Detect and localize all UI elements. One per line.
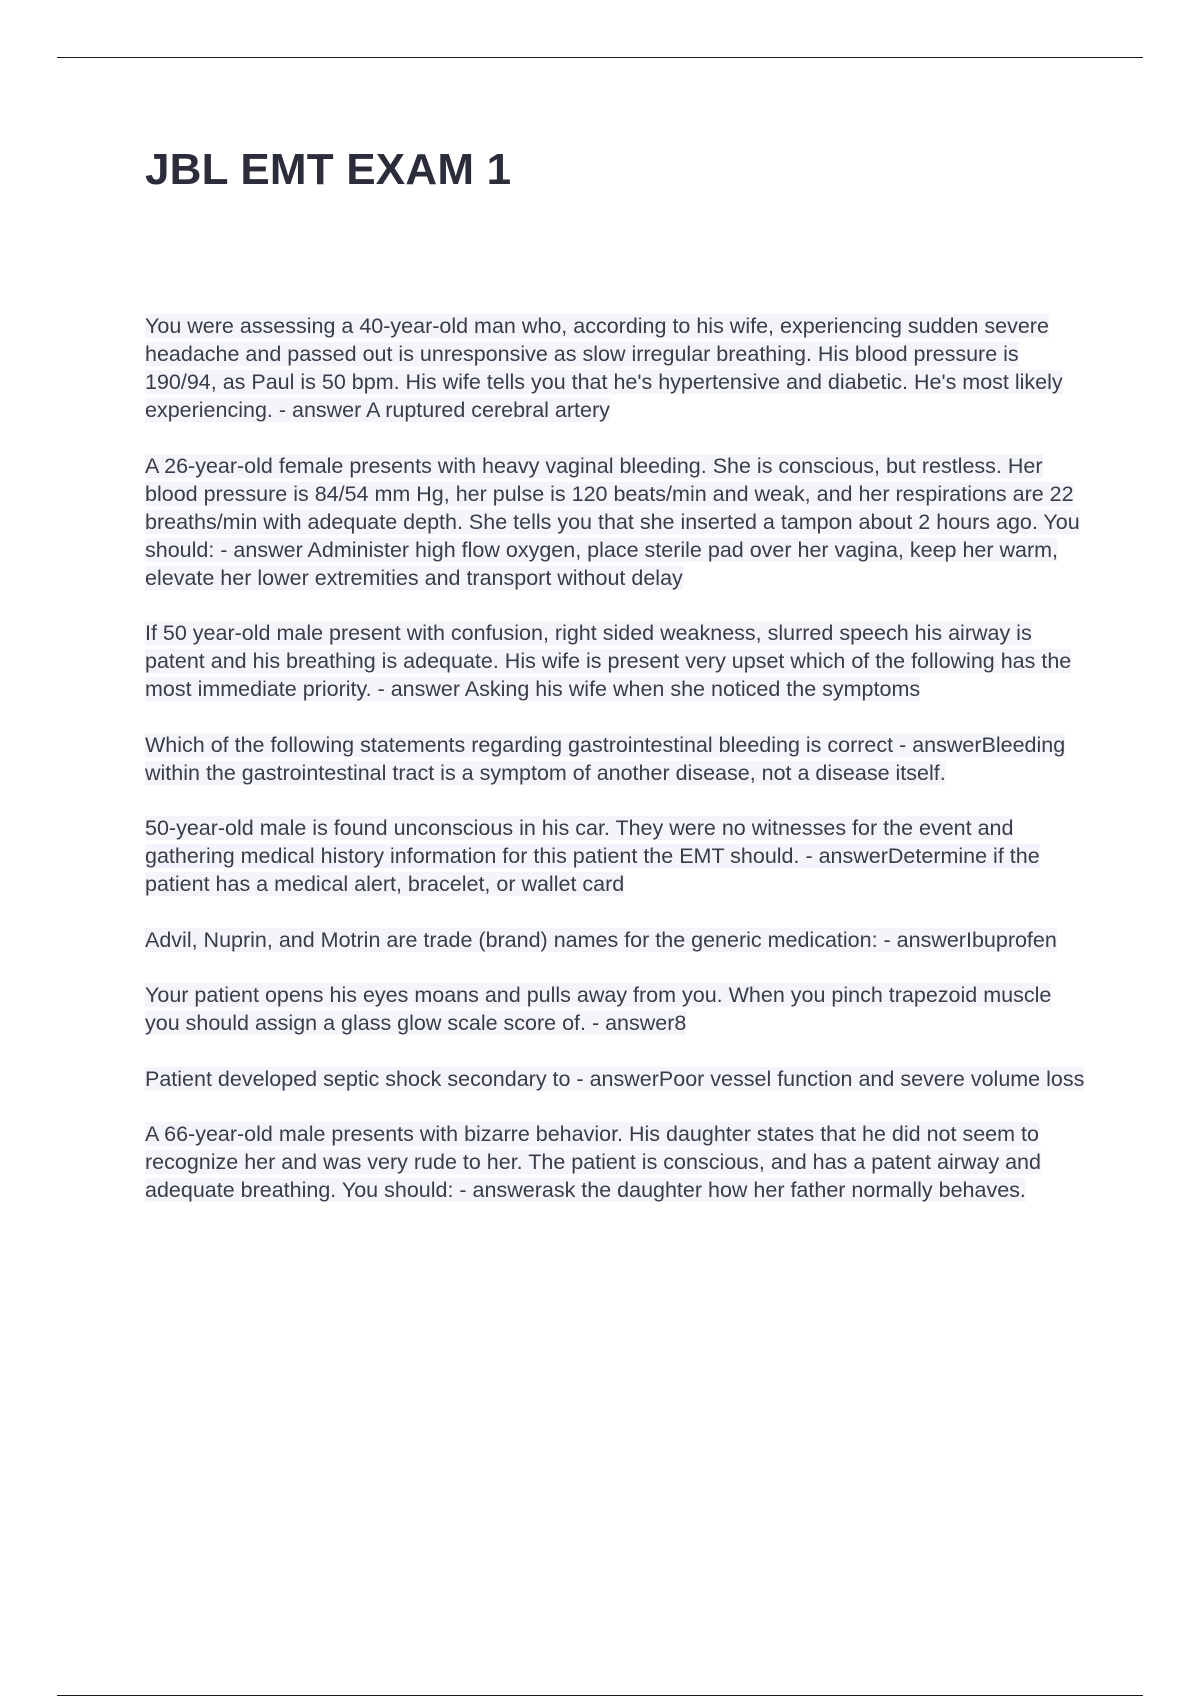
qa-text: A 26-year-old female presents with heavy vaginal bleeding. She is conscious, but restless. Her blood pressure is 84/54 mm Hg, her pulse is 120 beats/min and weak, and her respirations are 22 breaths/min with adequate depth. She tells you that she inserted a tampon about 2 hours ago. You should: - answer Administer high flow oxygen, place sterile pad over her vagina, keep her warm, elevate her lower extremities and transport without delay (145, 453, 1080, 590)
qa-item-9 (145, 1120, 1090, 1204)
qa-item-7 (145, 981, 1090, 1037)
qa-text: Your patient opens his eyes moans and pulls away from you. When you pinch trapezoid muscle you should assign a glass glow scale score of. - answer8 (145, 983, 1052, 1035)
qa-text: You were assessing a 40-year-old man who, according to his wife, experiencing sudden severe headache and passed out is unresponsive as slow irregular breathing. His blood pressure is 190/94, as Paul is 50 bpm. His wife tells you that he's hypertensive and diabetic. He's most likely experiencing. - answer A ruptured cerebral artery (145, 314, 1063, 422)
qa-text: Patient developed septic shock secondary to - answerPoor vessel function and severe volume loss (145, 1066, 1085, 1091)
qa-item-1 (145, 312, 1090, 424)
bottom-divider (57, 1695, 1143, 1696)
qa-item-8 (145, 1065, 1090, 1093)
qa-text: If 50 year-old male present with confusion, right sided weakness, slurred speech his airway is patent and his breathing is adequate. His wife is present very upset which of the following has the most immediate priority. - answer Asking his wife when she noticed the symptoms (145, 621, 1072, 701)
question-list (145, 312, 1090, 1232)
qa-item-2 (145, 452, 1090, 592)
qa-text: Which of the following statements regarding gastrointestinal bleeding is correct - answerBleeding within the gastrointestinal tract is a symptom of another disease, not a disease itself. (145, 732, 1066, 785)
qa-item-3 (145, 619, 1090, 703)
qa-text: A 66-year-old male presents with bizarre behavior. His daughter states that he did not seem to recognize her and was very rude to her. The patient is conscious, and has a patent airway and adequate breathing. You should: - answerask the daughter how her father normally behaves. (145, 1122, 1041, 1202)
qa-item-5 (145, 814, 1090, 898)
qa-item-6 (145, 926, 1090, 954)
qa-text: 50-year-old male is found unconscious in his car. They were no witnesses for the event and gathering medical history information for this patient the EMT should. - answerDetermine if the patient has a medical alert, bracelet, or wallet card (145, 816, 1040, 896)
qa-item-4 (145, 731, 1090, 787)
top-divider (57, 57, 1143, 58)
document-title: JBL EMT EXAM 1 (145, 145, 512, 194)
qa-text: Advil, Nuprin, and Motrin are trade (brand) names for the generic medication: - answerIbuprofen (145, 927, 1057, 952)
